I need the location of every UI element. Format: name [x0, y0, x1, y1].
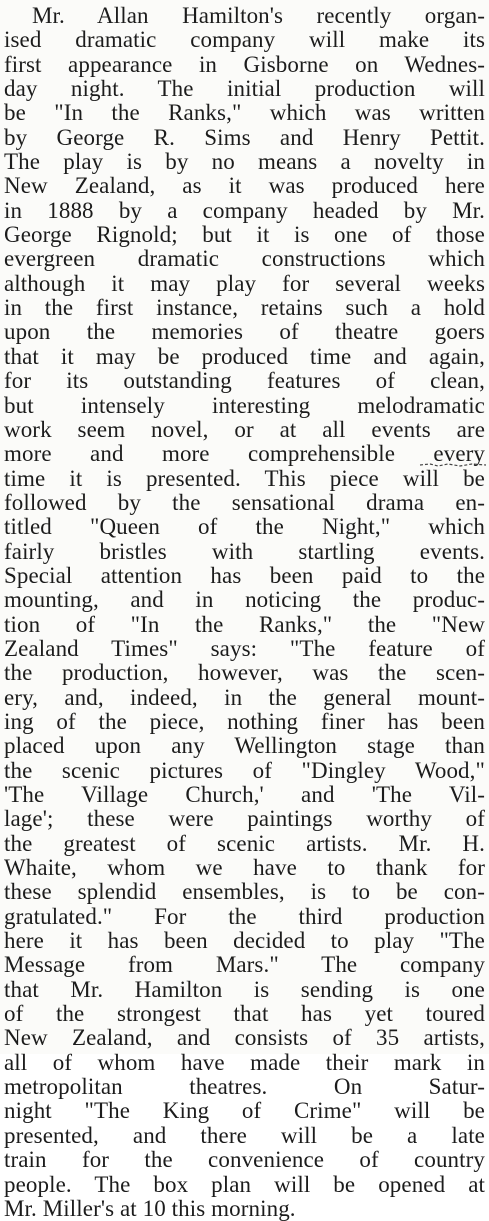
article-line: although it may play for several weeks — [4, 270, 485, 296]
article-line: here it has been decided to play "The — [4, 928, 485, 954]
article-line: Zealand Times" says: "The feature of — [4, 635, 485, 661]
article-line: ery, and, indeed, in the general mount- — [4, 684, 485, 710]
article-line: night "The King of Crime" will be — [4, 1098, 485, 1124]
article-line: gratulated." For the third production — [4, 903, 485, 929]
article-line: work seem novel, or at all events are — [4, 416, 485, 442]
article-line: metropolitan theatres. On Satur- — [4, 1074, 485, 1100]
article-line: Special attention has been paid to the — [4, 562, 485, 588]
article-line: all of whom have made their mark in — [4, 1049, 485, 1075]
article-line: Message from Mars." The company — [4, 952, 485, 978]
article-line: evergreen dramatic constructions which — [4, 246, 485, 272]
article-line: Mr. Allan Hamilton's recently organ- — [32, 3, 485, 28]
article-line: these splendid ensembles, is to be con- — [4, 879, 485, 905]
article-line: for its outstanding features of clean, — [4, 368, 485, 394]
article-line: The play is by no means a novelty in — [4, 149, 485, 175]
article-line: but intensely interesting melodramatic — [4, 392, 485, 418]
article-line: time it is presented. This piece will be — [4, 465, 485, 491]
article-line: be "In the Ranks," which was written — [4, 100, 485, 126]
article-line: of the strongest that has yet toured — [4, 1001, 485, 1027]
article-line: by George R. Sims and Henry Pettit. — [4, 124, 485, 150]
article-line: ised dramatic company will make its — [4, 27, 485, 53]
article-line: Mr. Miller's at 10 this morning. — [4, 1195, 296, 1221]
article-line: George Rignold; but it is one of those — [4, 222, 485, 248]
article-line: upon the memories of theatre goers — [4, 319, 485, 345]
article-line: the scenic pictures of "Dingley Wood," — [4, 757, 485, 783]
article-line: the production, however, was the scen- — [4, 660, 485, 686]
article-line: lage'; these were paintings worthy of — [4, 806, 485, 832]
article-line: mounting, and in noticing the produc- — [4, 587, 485, 613]
article-line: more and more comprehensible every — [4, 441, 485, 467]
article-line: titled "Queen of the Night," which — [4, 514, 485, 540]
article-line: New Zealand, and consists of 35 artists, — [4, 1025, 485, 1051]
article-line: that it may be produced time and again, — [4, 343, 485, 369]
article-line: presented, and there will be a late — [4, 1122, 485, 1148]
article-line: ing of the piece, nothing finer has been — [4, 708, 485, 734]
article-line: train for the convenience of country — [4, 1147, 485, 1173]
article-line: tion of "In the Ranks," the "New — [4, 611, 485, 637]
article-line: that Mr. Hamilton is sending is one — [4, 976, 485, 1002]
article-line: New Zealand, as it was produced here — [4, 173, 485, 199]
article-line: 'The Village Church,' and 'The Vil- — [4, 782, 485, 807]
article-line: first appearance in Gisborne on Wednes- — [4, 51, 485, 77]
article-line: day night. The initial production will — [4, 76, 485, 102]
article-line: in 1888 by a company headed by Mr. — [4, 197, 485, 223]
article-line: the greatest of scenic artists. Mr. H. — [4, 830, 485, 856]
article-line: placed upon any Wellington stage than — [4, 733, 485, 759]
article-line: fairly bristles with startling events. — [4, 538, 485, 564]
article-line: followed by the sensational drama en- — [4, 489, 485, 515]
article-line: Whaite, whom we have to thank for — [4, 855, 485, 881]
article-line: people. The box plan will be opened at — [4, 1171, 485, 1197]
article-line: in the first instance, retains such a hold — [4, 295, 485, 321]
article-column — [4, 4, 485, 1221]
